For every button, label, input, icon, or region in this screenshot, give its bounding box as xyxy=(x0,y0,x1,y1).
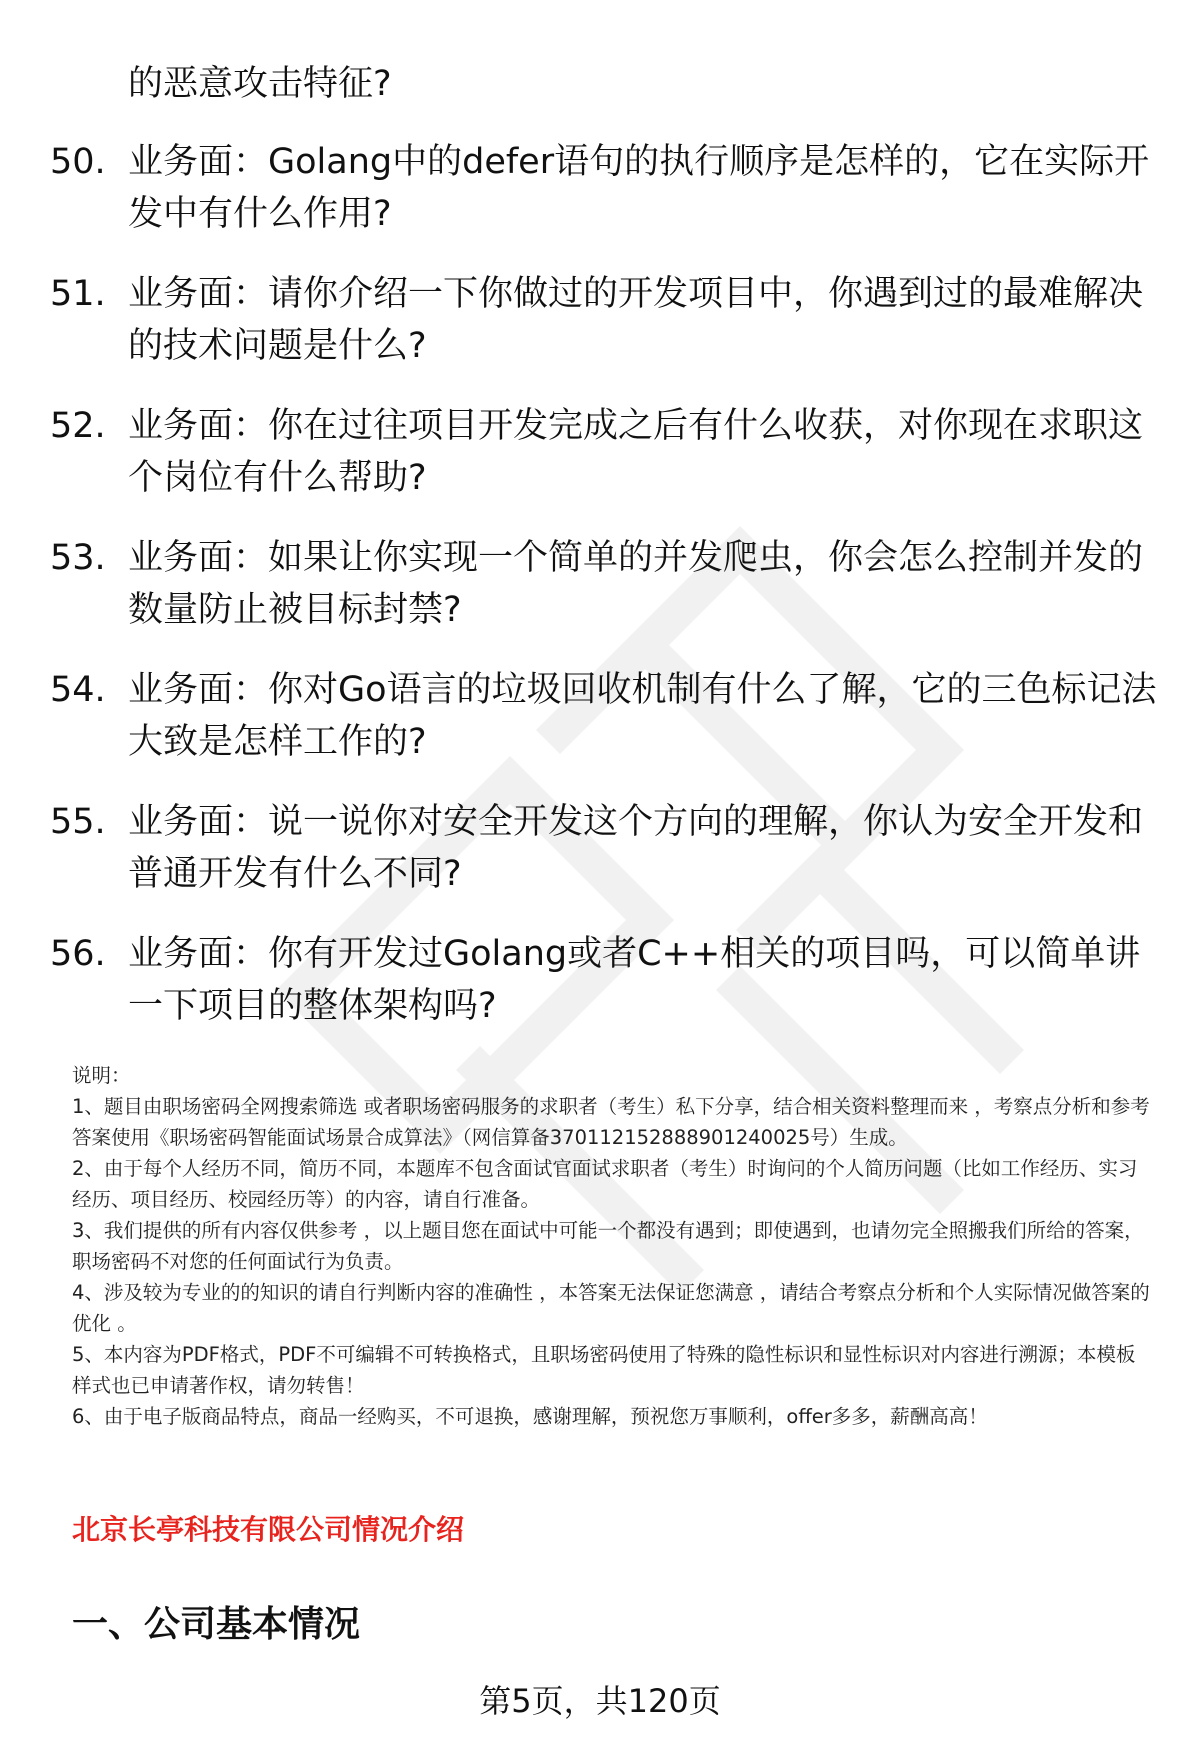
question-number: 54. xyxy=(50,670,106,710)
question-text: 业务面：你有开发过Golang或者C++相关的项目吗，可以简单讲一下项目的整体架构吗? xyxy=(128,934,1141,1026)
question-number: 55. xyxy=(50,802,106,842)
page-footer: 第5页，共120页 xyxy=(479,1682,721,1720)
question-item xyxy=(50,400,1160,504)
notes-section xyxy=(72,1060,1152,1432)
question-item xyxy=(50,664,1160,768)
question-item xyxy=(50,532,1160,636)
note-item: 4、涉及较为专业的的知识的请自行判断内容的准确性 ，本答案无法保证您满意 ，请结合考察点分析和个人实际情况做答案的优化 。 xyxy=(72,1281,1150,1335)
question-item xyxy=(50,268,1160,372)
question-text: 业务面：Golang中的defer语句的执行顺序是怎样的，它在实际开发中有什么作用? xyxy=(128,142,1150,234)
question-text: 业务面：请你介绍一下你做过的开发项目中，你遇到过的最难解决的技术问题是什么? xyxy=(128,274,1144,366)
question-item xyxy=(50,928,1160,1032)
question-item xyxy=(50,136,1160,240)
note-item: 1、题目由职场密码全网搜索筛选 或者职场密码服务的求职者（考生）私下分享，结合相关资料整理而来 ，考察点分析和参考答案使用《职场密码智能面试场景合成算法》（网信算备370112152888901240025号）生成。 xyxy=(72,1095,1150,1149)
question-number: 51. xyxy=(50,274,106,314)
question-continuation: 的恶意攻击特征? xyxy=(128,64,392,104)
question-number: 56. xyxy=(50,934,106,974)
question-text: 业务面：说一说你对安全开发这个方向的理解，你认为安全开发和普通开发有什么不同? xyxy=(128,802,1144,894)
note-item: 6、由于电子版商品特点，商品一经购买，不可退换，感谢理解，预祝您万事顺利，offer多多，薪酬高高！ xyxy=(72,1405,988,1428)
question-number: 53. xyxy=(50,538,106,578)
question-list xyxy=(50,136,1160,1060)
note-item: 3、我们提供的所有内容仅供参考 ，以上题目您在面试中可能一个都没有遇到；即使遇到，也请勿完全照搬我们所给的答案，职场密码不对您的任何面试行为负责。 xyxy=(72,1219,1144,1273)
question-text: 业务面：你对Go语言的垃圾回收机制有什么了解，它的三色标记法大致是怎样工作的? xyxy=(128,670,1157,762)
note-item: 5、本内容为PDF格式，PDF不可编辑不可转换格式，且职场密码使用了特殊的隐性标识和显性标识对内容进行溯源；本模板样式也已申请著作权，请勿转售！ xyxy=(72,1343,1136,1397)
note-item: 2、由于每个人经历不同，简历不同，本题库不包含面试官面试求职者（考生）时询问的个人简历问题（比如工作经历、实习经历、项目经历、校园经历等）的内容，请自行准备。 xyxy=(72,1157,1138,1211)
question-text: 业务面：你在过往项目开发完成之后有什么收获，对你现在求职这个岗位有什么帮助? xyxy=(128,406,1144,498)
question-item xyxy=(50,796,1160,900)
question-number: 52. xyxy=(50,406,106,446)
company-title: 北京长亭科技有限公司情况介绍 xyxy=(72,1513,465,1546)
notes-heading: 说明： xyxy=(72,1064,131,1087)
section-heading: 一、公司基本情况 xyxy=(72,1604,361,1645)
question-number: 50. xyxy=(50,142,106,182)
question-text: 业务面：如果让你实现一个简单的并发爬虫，你会怎么控制并发的数量防止被目标封禁? xyxy=(128,538,1144,630)
